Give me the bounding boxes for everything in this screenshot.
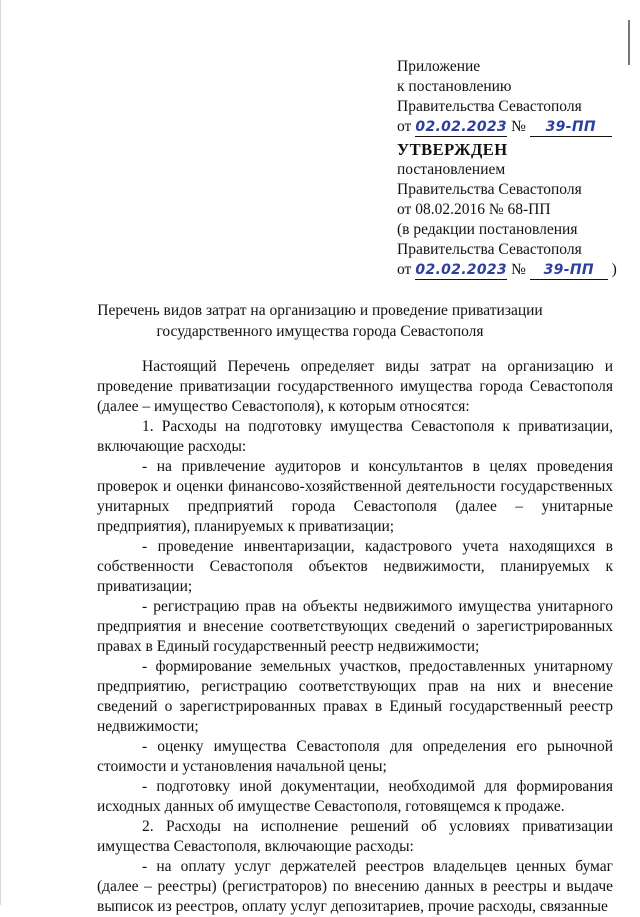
approved-date-line — [397, 260, 617, 280]
annex-date-handwritten: 02.02.2023 — [415, 119, 507, 135]
annex-date-line — [397, 117, 612, 137]
annex-number-sign: № — [511, 118, 526, 135]
section-1-heading: 1. Расходы на подготовку имущества Севастополя к приватизации, включающие расходы: — [97, 418, 613, 455]
approved-from-label: от — [397, 261, 412, 278]
approved-line-5: Правительства Севастополя — [397, 241, 582, 258]
approved-line-3: от 08.02.2016 № 68-ПП — [397, 201, 551, 218]
approved-block — [397, 140, 617, 280]
list-item: - на привлечение аудиторов и консультантов в целях проведения проверок и оценки финансово-хозяйственной деятельности государственных унитарных предприятий города Севастополя (далее – унитарные предприятия), планируемых к приватизации; — [97, 458, 613, 535]
approved-line-2: Правительства Севастополя — [397, 181, 582, 198]
intro-paragraph: Настоящий Перечень определяет виды затрат на организацию и проведение приватизации государственного имущества города Севастополя (далее – имущество Севастополя), к которым относятся: — [97, 358, 613, 415]
title-line-1: Перечень видов затрат на организацию и проведение приватизации — [97, 302, 543, 319]
list-item: - регистрацию прав на объекты недвижимого имущества унитарного предприятия и внесение соответствующих сведений о зарегистрированных правах в Единый государственный реестр недвижимости; — [97, 598, 613, 655]
approved-date-handwritten: 02.02.2023 — [415, 262, 507, 278]
section-2-heading: 2. Расходы на исполнение решений об условиях приватизации имущества Севастополя, включающие расходы: — [97, 818, 613, 855]
list-item: - формирование земельных участков, предоставленных унитарному предприятию, регистрацию соответствующих прав на них и внесение сведений о зарегистрированных правах в Единый государственный реестр недвижимости; — [97, 658, 613, 735]
approved-number-handwritten: 39-ПП — [530, 262, 608, 280]
list-item: - проведение инвентаризации, кадастрового учета находящихся в собственности Севастополя объектов недвижимости, планируемых к приватизации; — [97, 538, 613, 595]
annex-from-label: от — [397, 118, 412, 135]
document-title — [95, 300, 545, 342]
title-line-2: государственного имущества города Севастополя — [156, 323, 484, 340]
document-body — [97, 357, 613, 917]
approved-number-sign: № — [511, 261, 526, 278]
annex-line-2: к постановлению — [397, 78, 512, 95]
approved-line-4: (в редакции постановления — [397, 221, 578, 238]
scan-edge-mark — [628, 20, 630, 65]
list-item: - на оплату услуг держателей реестров владельцев ценных бумаг (далее – реестры) (регистраторов) по внесению данных в реестры и выдаче выписок из реестров, оплату услуг депозитариев, прочие расходы, связанные — [97, 858, 613, 915]
approved-line-1: постановлением — [397, 161, 506, 178]
approved-closing-paren: ) — [611, 261, 617, 278]
list-item: - оценку имущества Севастополя для определения его рыночной стоимости и установления начальной цены; — [97, 738, 613, 775]
annex-line-1: Приложение — [397, 58, 481, 75]
scan-edge-line — [0, 0, 1, 905]
annex-block — [397, 57, 612, 137]
annex-line-3: Правительства Севастополя — [397, 98, 582, 115]
list-item: - подготовку иной документации, необходимой для формирования исходных данных об имуществе Севастополя, готовящемся к продаже. — [97, 778, 613, 815]
annex-number-handwritten: 39-ПП — [530, 119, 612, 137]
approved-heading: УТВЕРЖДЕН — [397, 140, 508, 159]
